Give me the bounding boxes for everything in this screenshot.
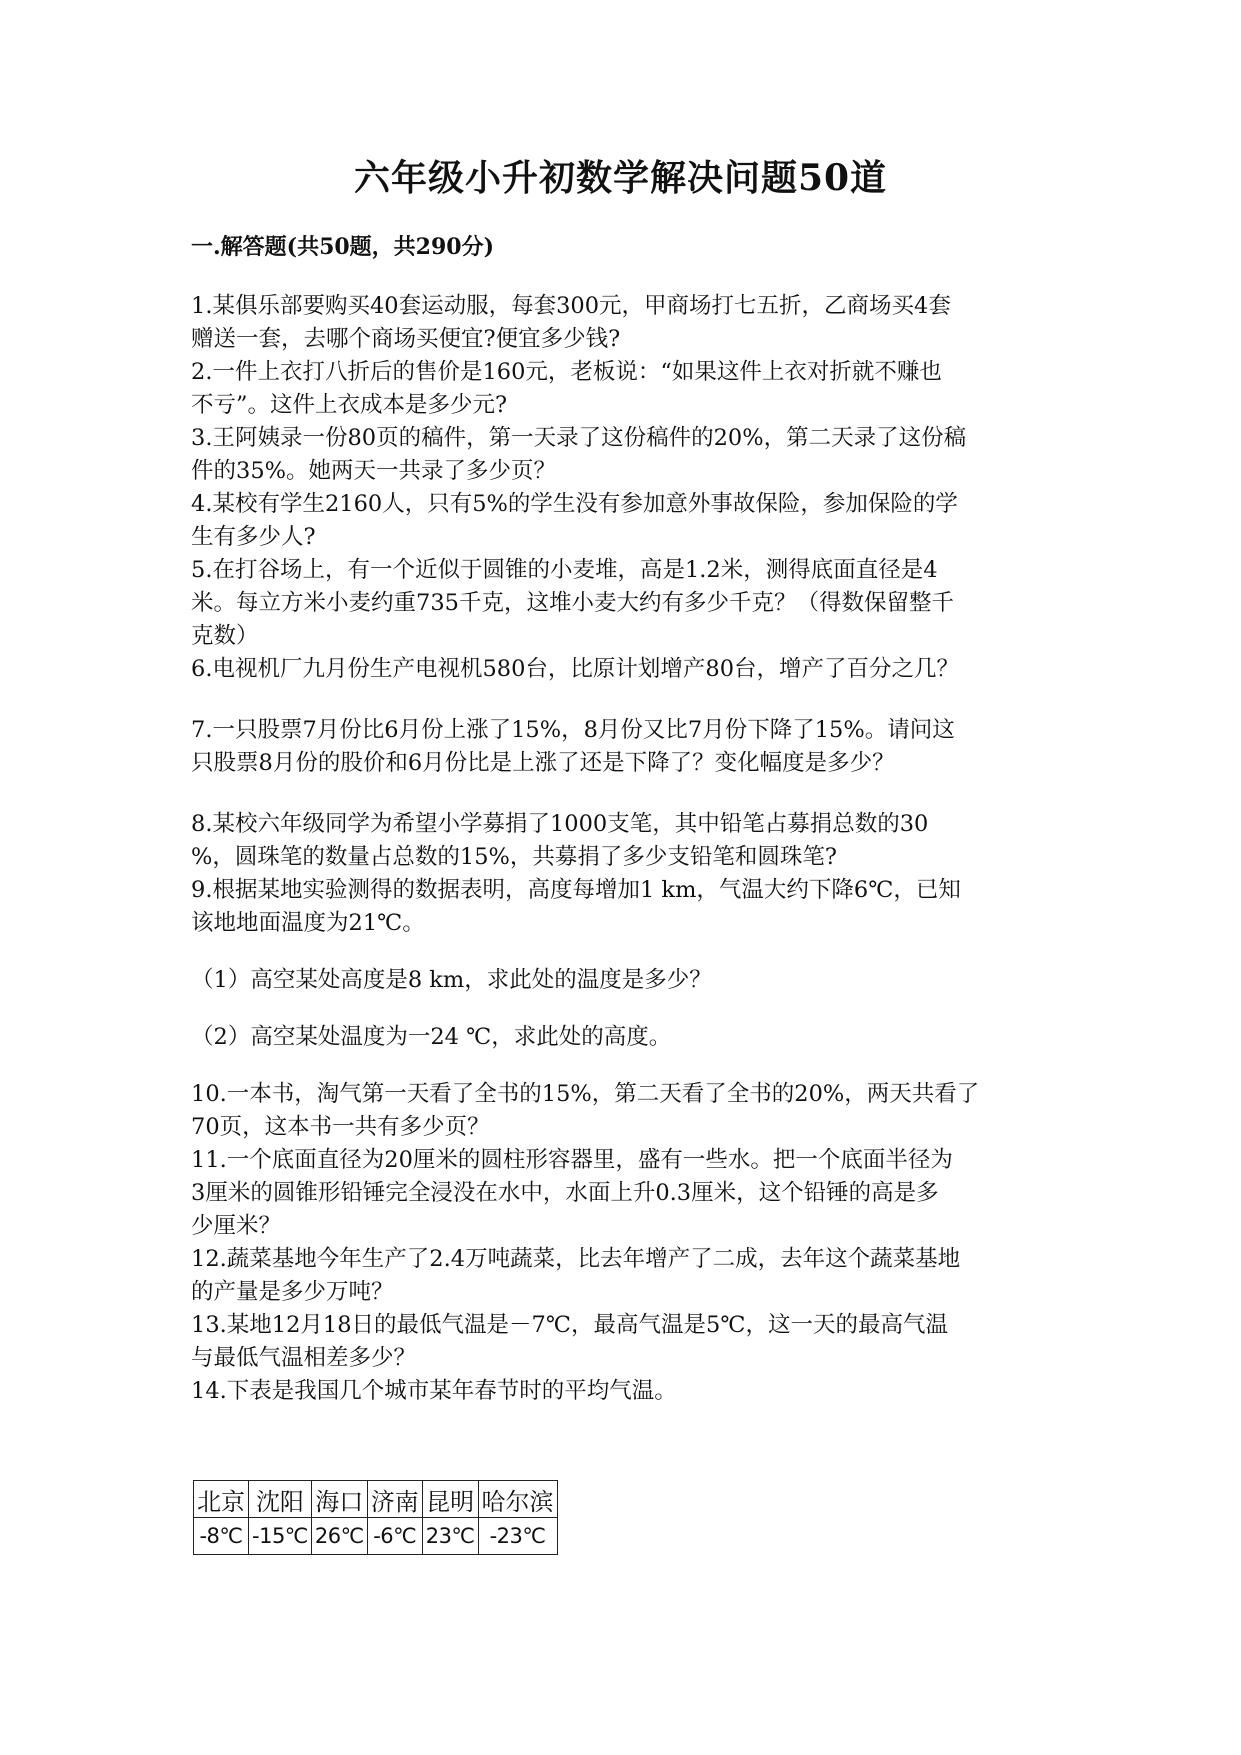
question-line: %，圆珠笔的数量占总数的15%，共募捐了多少支铅笔和圆珠笔? [191,844,837,870]
question-4 [191,488,1061,554]
question-line: 少厘米？ [191,1213,282,1239]
question-line: （2）高空某处温度为一24 ℃，求此处的高度。 [191,1024,672,1050]
question-line: 10.一本书，淘气第一天看了全书的15%，第二天看了全书的20%，两天共看了 [191,1081,980,1107]
question-line: 4.某校有学生2160人，只有5%的学生没有参加意外事故保险，参加保险的学 [191,491,958,517]
question-line: 赠送一套，去哪个商场买便宜?便宜多少钱? [191,326,621,352]
question-3 [191,422,1061,488]
table-cell-city: 昆明 [422,1481,478,1518]
question-10 [191,1078,1061,1144]
question-9 [191,874,1061,940]
question-line: 克数） [191,623,259,649]
question-line: 该地地面温度为21℃。 [191,910,425,936]
table-row [194,1481,558,1518]
table-cell-temp: -23℃ [478,1518,557,1555]
question-line: 只股票8月份的股价和6月份比是上涨了还是下降了？变化幅度是多少？ [191,750,895,776]
question-7 [191,714,1061,780]
question-line: 2.一件上衣打八折后的售价是160元，老板说：“如果这件上衣对折就不赚也 [191,359,942,385]
table-cell-city: 济南 [367,1481,422,1518]
table-cell-city: 沈阳 [249,1481,312,1518]
question-9-part-2 [191,1021,1061,1054]
question-14 [191,1375,1061,1408]
question-5 [191,554,1061,653]
table-row [194,1518,558,1555]
question-line: 14.下表是我国几个城市某年春节时的平均气温。 [191,1378,677,1404]
question-9-part-1 [191,964,1061,997]
question-line: 3厘米的圆锥形铅锤完全浸没在水中，水面上升0.3厘米，这个铅锤的高是多 [191,1180,939,1206]
question-2 [191,356,1061,422]
question-line: （1）高空某处高度是8 km，求此处的温度是多少？ [191,967,712,993]
table-cell-temp: -6℃ [367,1518,422,1555]
table-cell-temp: -8℃ [194,1518,249,1555]
question-line: 70页，这本书一共有多少页？ [191,1114,490,1140]
question-line: 1.某俱乐部要购买40套运动服，每套300元，甲商场打七五折，乙商场买4套 [191,293,951,319]
question-line: 13.某地12月18日的最低气温是－7℃，最高气温是5℃，这一天的最高气温 [191,1312,949,1338]
question-12 [191,1243,1061,1309]
question-line: 的产量是多少万吨？ [191,1279,394,1305]
table-cell-city: 哈尔滨 [478,1481,557,1518]
question-line: 12.蔬菜基地今年生产了2.4万吨蔬菜，比去年增产了二成，去年这个蔬菜基地 [191,1246,961,1272]
table-cell-city: 海口 [311,1481,367,1518]
page-title: 六年级小升初数学解决问题50道 [353,157,888,199]
table-cell-city: 北京 [194,1481,249,1518]
question-1 [191,290,1061,356]
question-list [191,290,1061,1408]
question-line: 与最低气温相差多少？ [191,1345,417,1371]
question-line: 11.一个底面直径为20厘米的圆柱形容器里，盛有一些水。把一个底面半径为 [191,1147,953,1173]
question-line: 8.某校六年级同学为希望小学募捐了1000支笔，其中铅笔占募捐总数的30 [191,811,929,837]
question-line: 不亏”。这件上衣成本是多少元? [191,392,508,418]
table-cell-temp: 23℃ [422,1518,478,1555]
question-line: 5.在打谷场上，有一个近似于圆锥的小麦堆，高是1.2米，测得底面直径是4 [191,557,938,583]
question-line: 9.根据某地实验测得的数据表明，高度每增加1 km，气温大约下降6℃，已知 [191,877,961,903]
question-line: 6.电视机厂九月份生产电视机580台，比原计划增产80台，增产了百分之几？ [191,656,960,682]
table-cell-temp: -15℃ [249,1518,312,1555]
temperature-table [193,1480,558,1555]
question-line: 7.一只股票7月份比6月份上涨了15%，8月份又比7月份下降了15%。请问这 [191,717,955,743]
question-11 [191,1144,1061,1243]
question-8 [191,808,1061,874]
question-line: 件的35%。她两天一共录了多少页？ [191,458,557,484]
question-line: 米。每立方米小麦约重735千克，这堆小麦大约有多少千克？（得数保留整千 [191,590,954,616]
table-cell-temp: 26℃ [311,1518,367,1555]
question-6 [191,653,1061,686]
section-heading: 一.解答题(共50题，共290分) [191,234,495,260]
question-13 [191,1309,1061,1375]
question-line: 生有多少人? [191,524,316,550]
question-line: 3.王阿姨录一份80页的稿件，第一天录了这份稿件的20%，第二天录了这份稿 [191,425,967,451]
